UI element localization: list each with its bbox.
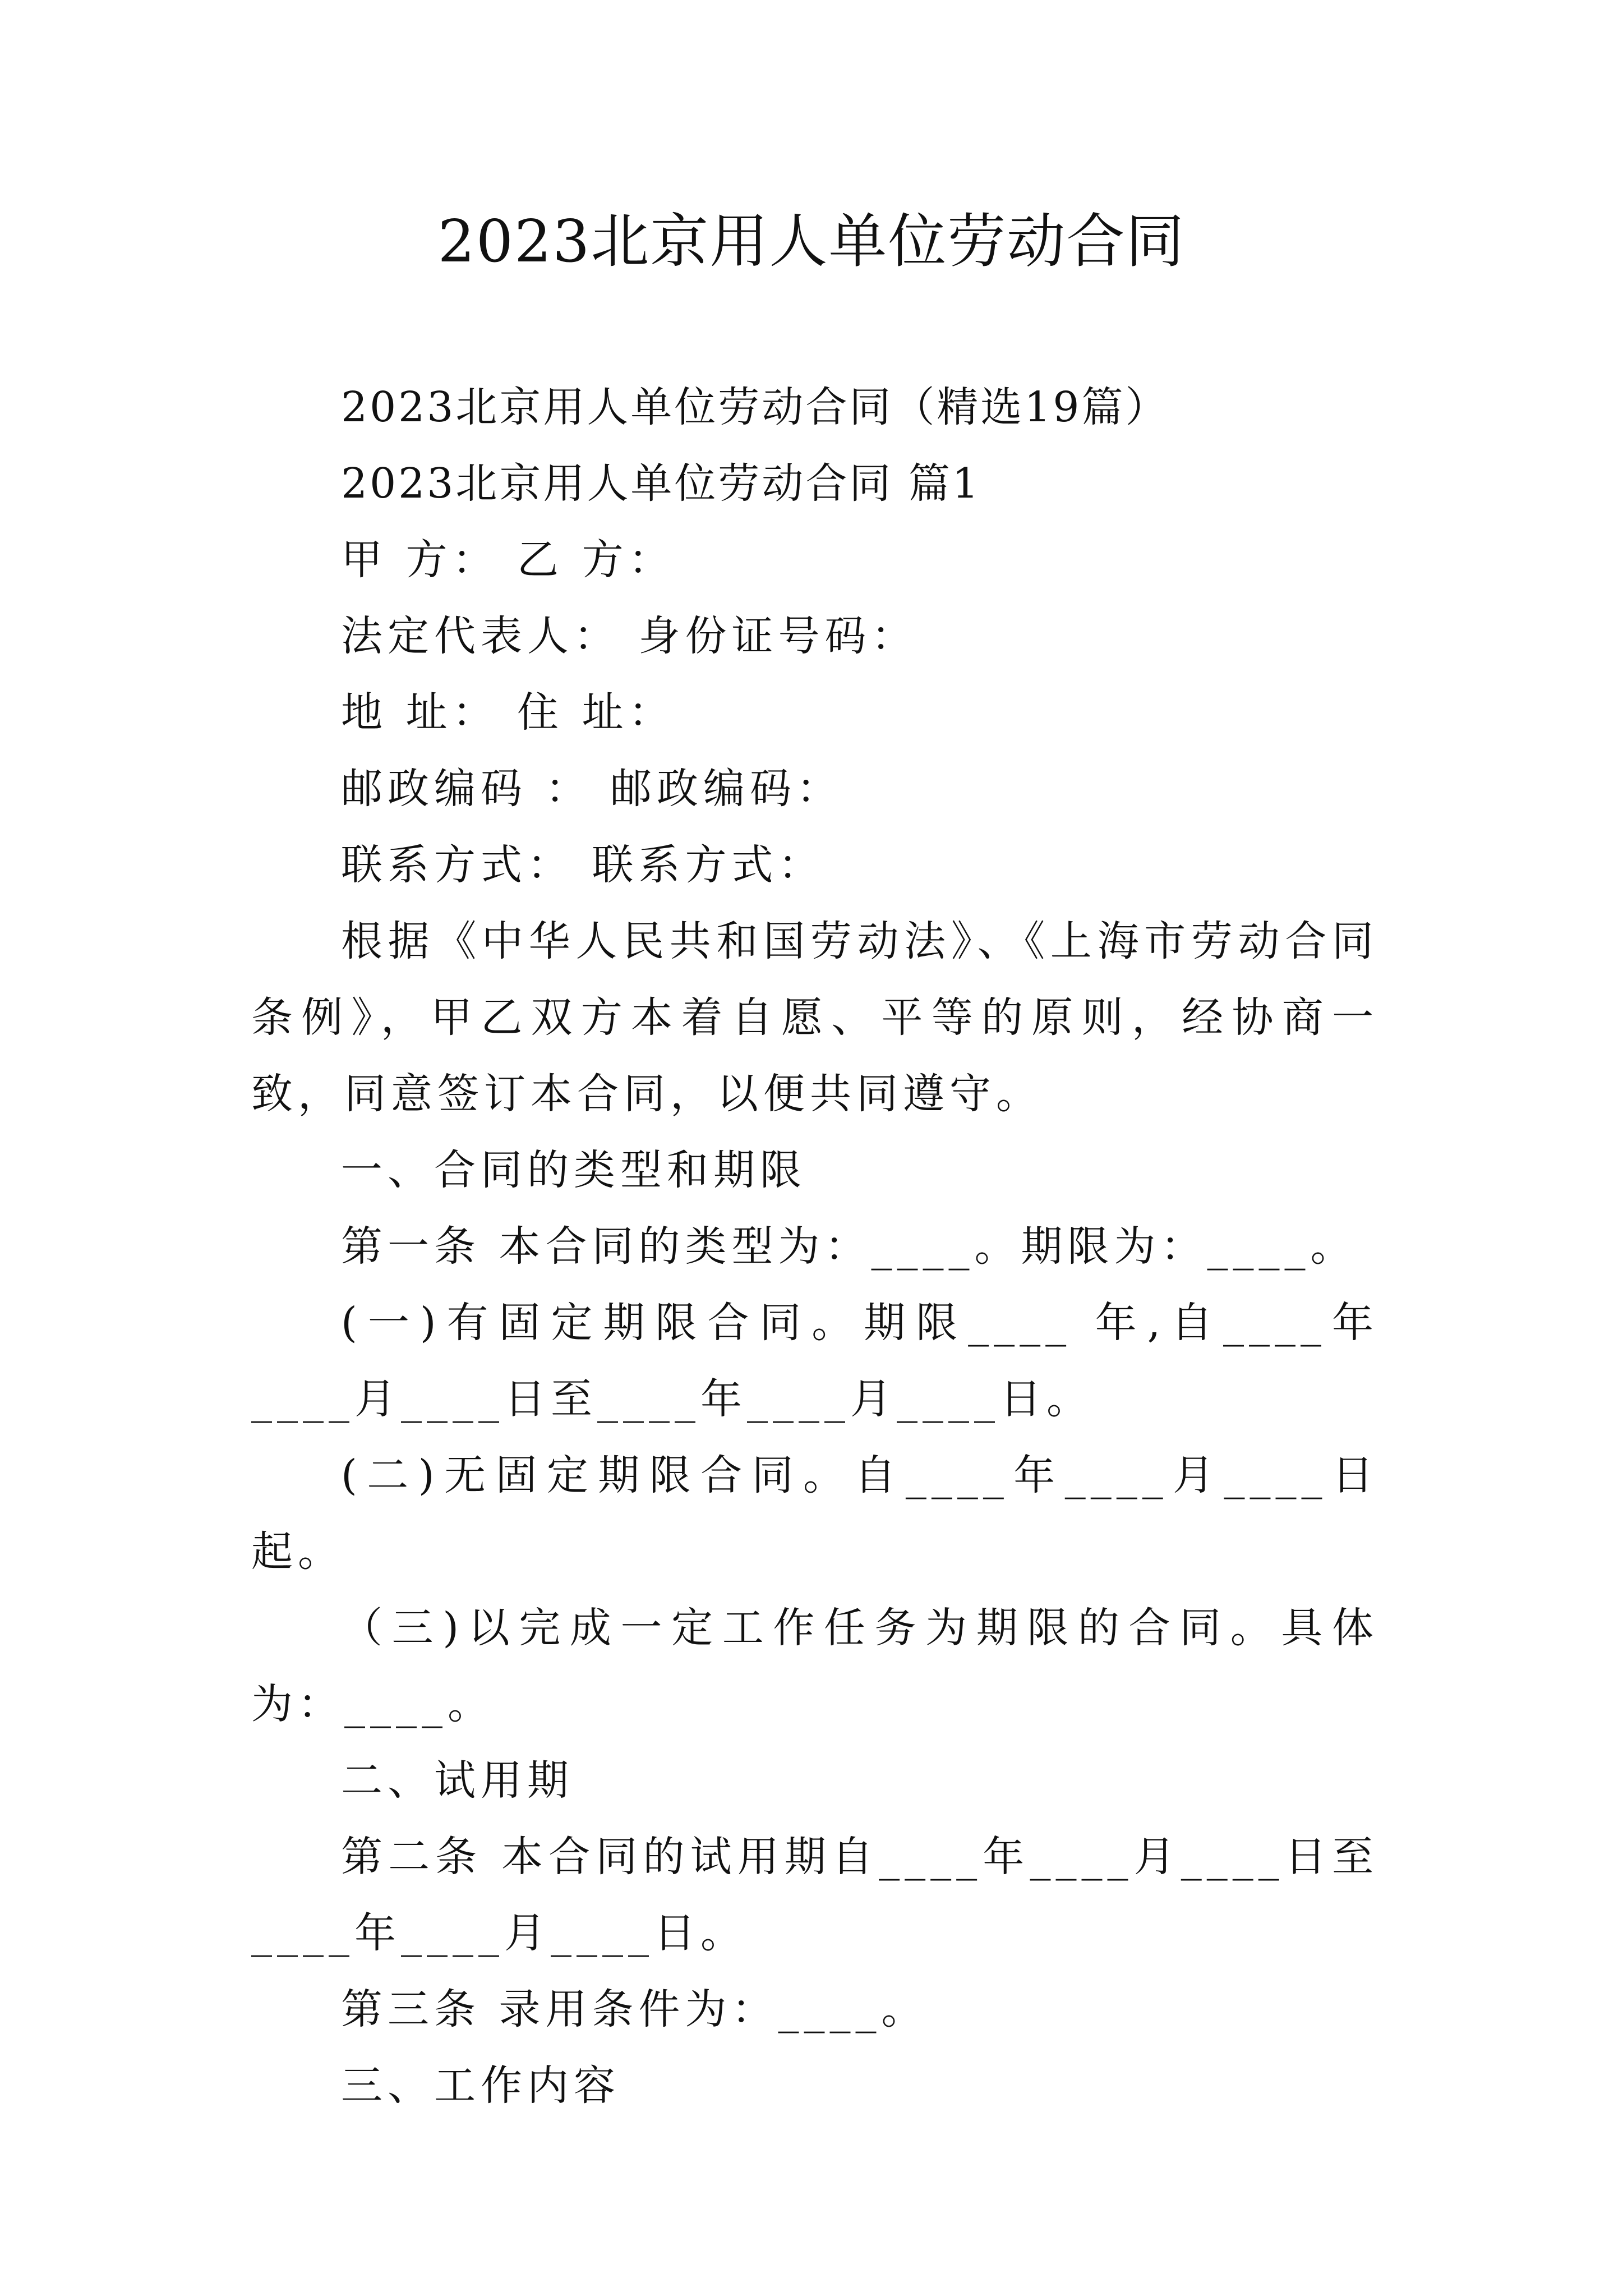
paragraph-article-3: 第三条 录用条件为：____。 bbox=[341, 1985, 928, 2033]
paragraph-postal-code: 邮政编码 ： 邮政编码： bbox=[341, 765, 843, 813]
paragraph-representative-id: 法定代表人： 身份证号码： bbox=[341, 612, 918, 660]
paragraph-party-names: 甲 方： 乙 方： bbox=[341, 536, 675, 584]
heading-work-content: 三、工作内容 bbox=[341, 2062, 620, 2110]
document-title: 2023北京用人单位劳动合同 bbox=[437, 207, 1186, 275]
paragraph-contact: 联系方式： 联系方式： bbox=[341, 841, 825, 889]
paragraph-task-term: （三)以完成一定工作任务为期限的合同。具体为：____。 bbox=[251, 1604, 1378, 1728]
paragraph-article-2: 第二条 本合同的试用期自____年____月____日至____年____月____日。 bbox=[251, 1833, 1378, 1957]
paragraph-open-term: (二)无固定期限合同。自____年____月____日起。 bbox=[251, 1451, 1378, 1576]
paragraph-address: 地 址： 住 址： bbox=[341, 688, 675, 737]
heading-probation: 二、试用期 bbox=[341, 1756, 574, 1805]
paragraph-section-heading: 2023北京用人单位劳动合同 篇1 bbox=[341, 459, 981, 508]
document-body bbox=[251, 369, 1378, 2124]
paragraph-preamble: 根据《中华人民共和国劳动法》、《上海市劳动合同条例》，甲乙双方本着自愿、平等的原则，经协商一致，同意签订本合同，以便共同遵守。 bbox=[251, 917, 1378, 1118]
paragraph-fixed-term: (一)有固定期限合同。期限____ 年,自____年____月____日至____年____月____日。 bbox=[251, 1299, 1378, 1423]
paragraph-subtitle: 2023北京用人单位劳动合同（精选19篇） bbox=[341, 383, 1169, 431]
paragraph-article-1: 第一条 本合同的类型为：____。期限为：____。 bbox=[341, 1222, 1357, 1271]
heading-contract-type-term: 一、合同的类型和期限 bbox=[341, 1146, 806, 1194]
